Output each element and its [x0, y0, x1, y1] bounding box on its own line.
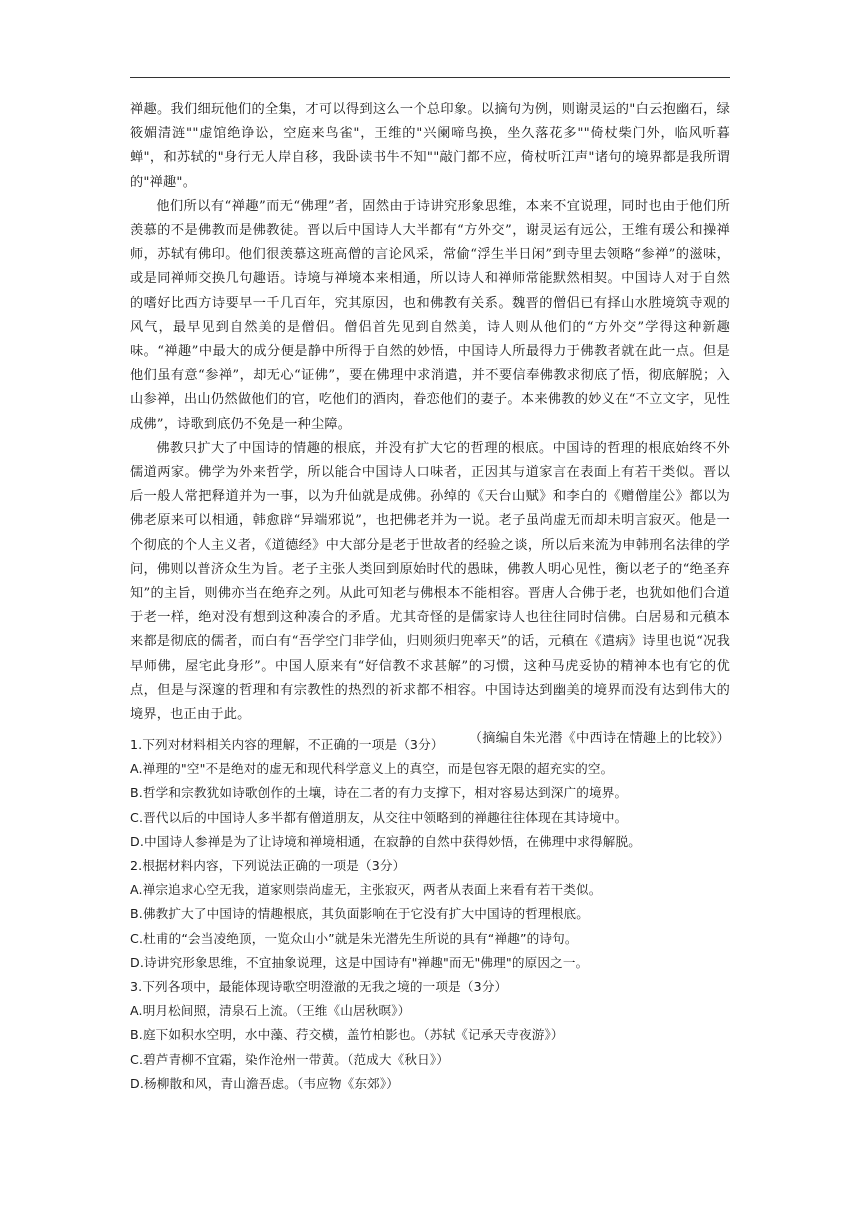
reading-passage	[130, 98, 730, 751]
question-stem: 1.下列对材料相关内容的理解，不正确的一项是（3分）	[130, 737, 444, 752]
option-a: A.禅理的"空"不是绝对的虚无和现代科学意义上的真空，而是包容无限的超充实的空。	[130, 761, 614, 777]
option-a: A.明月松间照，清泉石上流。（王维《山居秋暝》）	[130, 1003, 411, 1019]
passage-paragraph-2: 他们所以有“禅趣”而无“佛理”者，固然由于诗讲究形象思维，本来不宜说理，同时也由于他们所羡慕的不是佛教而是佛教徒。晋以后中国诗人大半都有“方外交”，谢灵运有远公，王维有瑗公和操禅师，苏轼有佛印。他们很羡慕这班高僧的言论风采，常偷“浮生半日闲”到寺里去领略“参禅”的滋味，或是同禅师交换几句趣语。诗境与禅境本来相通，所以诗人和禅师常能默然相契。中国诗人对于自然的嗜好比西方诗要早一千几百年，究其原因，也和佛教有关系。魏晋的僧侣已有择山水胜境筑寺观的风气，最早见到自然美的是僧侣。僧侣首先见到自然美，诗人则从他们的“方外交”学得这种新趣味。“禅趣”中最大的成分便是静中所得于自然的妙悟，中国诗人所最得力于佛教者就在此一点。但是他们虽有意“参禅”，却无心“证佛”，要在佛理中求消遣，并不要信奉佛教求彻底了悟，彻底解脱；入山参禅，出山仍然做他们的官，吃他们的酒肉，眷恋他们的妻子。本来佛教的妙义在“不立文字，见性成佛”，诗歌到底仍不免是一种尘障。	[130, 198, 730, 432]
question-stem: 3.下列各项中，最能体现诗歌空明澄澈的无我之境的一项是（3分）	[130, 979, 508, 995]
passage-paragraph-3: 佛教只扩大了中国诗的情趣的根底，并没有扩大它的哲理的根底。中国诗的哲理的根底始终不外儒道两家。佛学为外来哲学，所以能合中国诗人口味者，正因其与道家言在表面上有若干类似。晋以后一般人常把释道并为一事，以为升仙就是成佛。孙绰的《天台山赋》和李白的《赠僧崖公》都以为佛老原来可以相通，韩愈辟“异端邪说”，也把佛老并为一说。老子虽尚虚无而却未明言寂灭。他是一个彻底的个人主义者，《道德经》中大部分是老于世故者的经验之谈，所以后来流为申韩刑名法律的学问，佛则以普济众生为旨。老子主张人类回到原始时代的愚昧，佛教人明心见性，衡以老子的“绝圣弃知”的主旨，则佛亦当在绝弃之列。从此可知老与佛根本不能相容。晋唐人合佛于老，也犹如他们合道于老一样，绝对没有想到这种凑合的矛盾。尤其奇怪的是儒家诗人也往往同时信佛。白居易和元稹本来都是彻底的儒者，而白有“吾学空门非学仙，归则须归兜率天”的话，元稹在《遣病》诗里也说“况我早师佛，屋宅此身形”。中国人原来有“好信教不求甚解”的习惯，这种马虎妥协的精神本也有它的优点，但是与深邃的哲理和有宗教性的热烈的祈求都不相容。中国诗达到幽美的境界而没有达到伟大的境界，也正由于此。	[130, 440, 730, 723]
option-d: D.诗讲究形象思维，不宜抽象说理，这是中国诗有"禅趣"而无"佛理"的原因之一。	[130, 954, 589, 970]
option-b: B.佛教扩大了中国诗的情趣根底，其负面影响在于它没有扩大中国诗的哲理根底。	[130, 906, 589, 922]
option-a: A.禅宗追求心空无我，道家则崇尚虚无，主张寂灭，两者从表面上来看有若干类似。	[130, 882, 602, 898]
option-d: D.杨柳散和风，青山澹吾虑。（韦应物《东郊》）	[130, 1075, 400, 1091]
question-list	[130, 733, 740, 1096]
option-b: B.庭下如积水空明，水中藻、荇交横，盖竹柏影也。（苏轼《记承天寺夜游》）	[130, 1027, 564, 1043]
option-c: C.晋代以后的中国诗人多半都有僧道朋友，从交往中领略到的禅趣往往体现在其诗境中。	[130, 809, 628, 825]
question-2	[130, 854, 740, 975]
passage-paragraph-1: 禅趣。我们细玩他们的全集，才可以得到这么一个总印象。以摘句为例，则谢灵运的"白云抱幽石，绿筱媚清涟""虚馆绝诤讼，空庭来鸟雀"，王维的"兴阑啼鸟换，坐久落花多""倚杖柴门外，临风听暮蝉"，和苏轼的"身行无人岸自移，我卧读书牛不知""敲门都不应，倚杖听江声"诸句的境界都是我所谓的"禅趣"。	[130, 102, 730, 190]
option-b: B.哲学和宗教犹如诗歌创作的土壤，诗在二者的有力支撑下，相对容易达到深广的境界。	[130, 785, 628, 801]
option-d: D.中国诗人参禅是为了让诗境和禅境相通，在寂静的自然中获得妙悟，在佛理中求得解脱。	[130, 833, 642, 849]
option-c: C.杜甫的“会当凌绝顶，一览众山小”就是朱光潜先生所说的具有“禅趣”的诗句。	[130, 930, 578, 946]
passage-source: （摘编自朱光潜《中西诗在情趣上的比较》）	[468, 731, 730, 747]
header-rule	[130, 77, 730, 78]
question-stem: 2.根据材料内容，下列说法正确的一项是（3分）	[130, 858, 406, 874]
option-c: C.碧芦青柳不宜霜，染作沧州一带黄。（范成大《秋日》）	[130, 1051, 450, 1067]
question-1	[130, 733, 740, 854]
question-3	[130, 975, 740, 1096]
